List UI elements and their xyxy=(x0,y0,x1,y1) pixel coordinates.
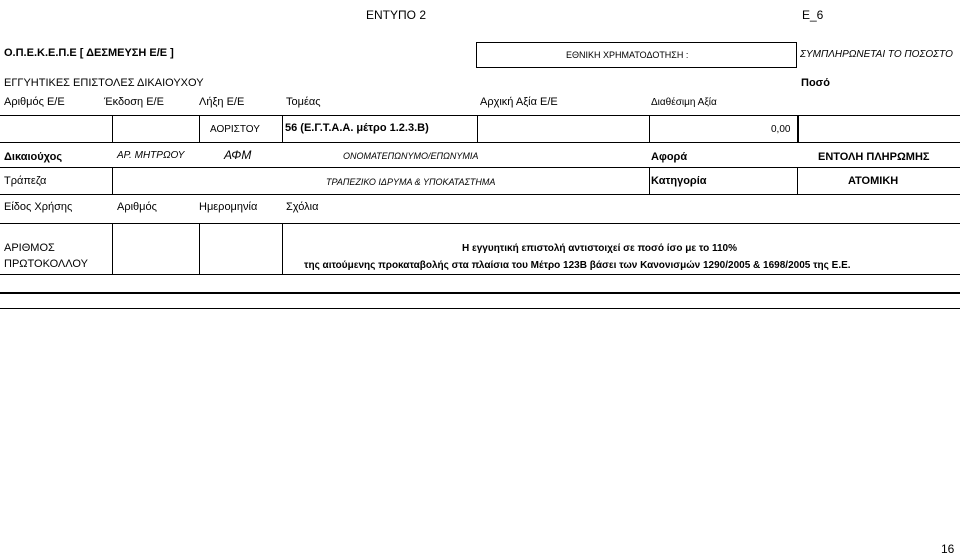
cell-divider xyxy=(199,223,200,275)
form-code: Ε_6 xyxy=(802,8,824,22)
row-divider xyxy=(0,274,960,275)
payment-order-label: ΕΝΤΟΛΗ ΠΛΗΡΩΜΗΣ xyxy=(818,151,930,163)
cell-divider xyxy=(112,167,113,195)
available-amount-value: 0,00 xyxy=(771,124,791,135)
bank-label: Τράπεζα xyxy=(4,175,47,187)
cell-divider xyxy=(797,167,798,195)
row-divider xyxy=(0,142,960,143)
usage-comments-label: Σχόλια xyxy=(286,201,319,213)
sector-value: 56 (Ε.Γ.Τ.Α.Α. μέτρο 1.2.3.Β) xyxy=(285,122,429,134)
cell-divider xyxy=(649,115,650,143)
cell-divider xyxy=(199,115,200,143)
page-number: 16 xyxy=(941,542,955,556)
row-divider xyxy=(0,308,960,309)
usage-number-label: Αριθμός xyxy=(117,201,157,213)
row-divider xyxy=(0,194,960,195)
col-initial-value: Αρχική Αξία Ε/Ε xyxy=(480,96,558,108)
cell-divider xyxy=(112,115,113,143)
usage-type-label: Είδος Χρήσης xyxy=(4,201,73,213)
form-title: ΕΝΤΥΠΟ 2 xyxy=(366,8,427,22)
category-label: Κατηγορία xyxy=(651,175,707,187)
national-funding-label: ΕΘΝΙΚΗ ΧΡΗΜΑΤΟΔΟΤΗΣΗ : xyxy=(566,50,689,60)
concerns-label: Αφορά xyxy=(651,151,688,163)
protocol-number-label-2: ΠΡΩΤΟΚΟΛΛΟΥ xyxy=(4,258,88,270)
afm-label: ΑΦΜ xyxy=(224,148,252,162)
note-line-2: της αιτούμενης προκαταβολής στα πλαίσια του Μέτρο 123Β βάσει των Κανονισμών 1290/2005 & 1698/2005 της Ε.Ε. xyxy=(304,260,851,271)
cell-divider xyxy=(282,115,283,143)
cell-divider xyxy=(797,115,799,143)
col-issue: Έκδοση Ε/Ε xyxy=(104,96,164,108)
beneficiary-label: Δικαιούχος xyxy=(4,151,63,163)
row-divider xyxy=(0,292,960,294)
row-divider xyxy=(0,167,960,168)
col-available-value: Διαθέσιμη Αξία xyxy=(651,97,717,108)
bank-institution-label: ΤΡΑΠΕΖΙΚΟ ΙΔΡΥΜΑ & ΥΠΟΚΑΤΑΣΤΗΜΑ xyxy=(326,177,496,187)
cofinancing-label: ΣΥΜΠΛΗΡΩΝΕΤΑΙ ΤΟ ΠΟΣΟΣΤΟ xyxy=(800,49,953,60)
row-divider xyxy=(0,115,960,116)
usage-date-label: Ημερομηνία xyxy=(199,201,258,213)
guarantee-letters-title: ΕΓΓΥΗΤΙΚΕΣ ΕΠΙΣΤΟΛΕΣ ΔΙΚΑΙΟΥΧΟΥ xyxy=(4,77,204,89)
note-line-1: Η εγγυητική επιστολή αντιστοιχεί σε ποσό ίσο με το 110% xyxy=(462,243,738,254)
name-label: ΟΝΟΜΑΤΕΠΩΝΥΜΟ/ΕΠΩΝΥΜΙΑ xyxy=(343,151,479,161)
col-sector: Τομέας xyxy=(286,96,321,108)
registry-number-label: ΑΡ. ΜΗΤΡΩΟΥ xyxy=(117,150,185,161)
cell-divider xyxy=(112,223,113,275)
organization-title: Ο.Π.Ε.Κ.Ε.Π.Ε [ ΔΕΣΜΕΥΣΗ Ε/Ε ] xyxy=(4,47,174,59)
indefinite-value: ΑΟΡΙΣΤΟΥ xyxy=(210,124,260,135)
protocol-number-label-1: ΑΡΙΘΜΟΣ xyxy=(4,242,55,254)
amount-label: Ποσό xyxy=(801,77,830,89)
col-expiry: Λήξη Ε/Ε xyxy=(199,96,245,108)
row-divider xyxy=(0,223,960,224)
category-value: ΑΤΟΜΙΚΗ xyxy=(848,175,899,187)
cell-divider xyxy=(477,115,478,143)
cell-divider xyxy=(282,223,283,275)
cell-divider xyxy=(649,167,650,195)
col-letter-number: Αριθμός Ε/Ε xyxy=(4,96,65,108)
